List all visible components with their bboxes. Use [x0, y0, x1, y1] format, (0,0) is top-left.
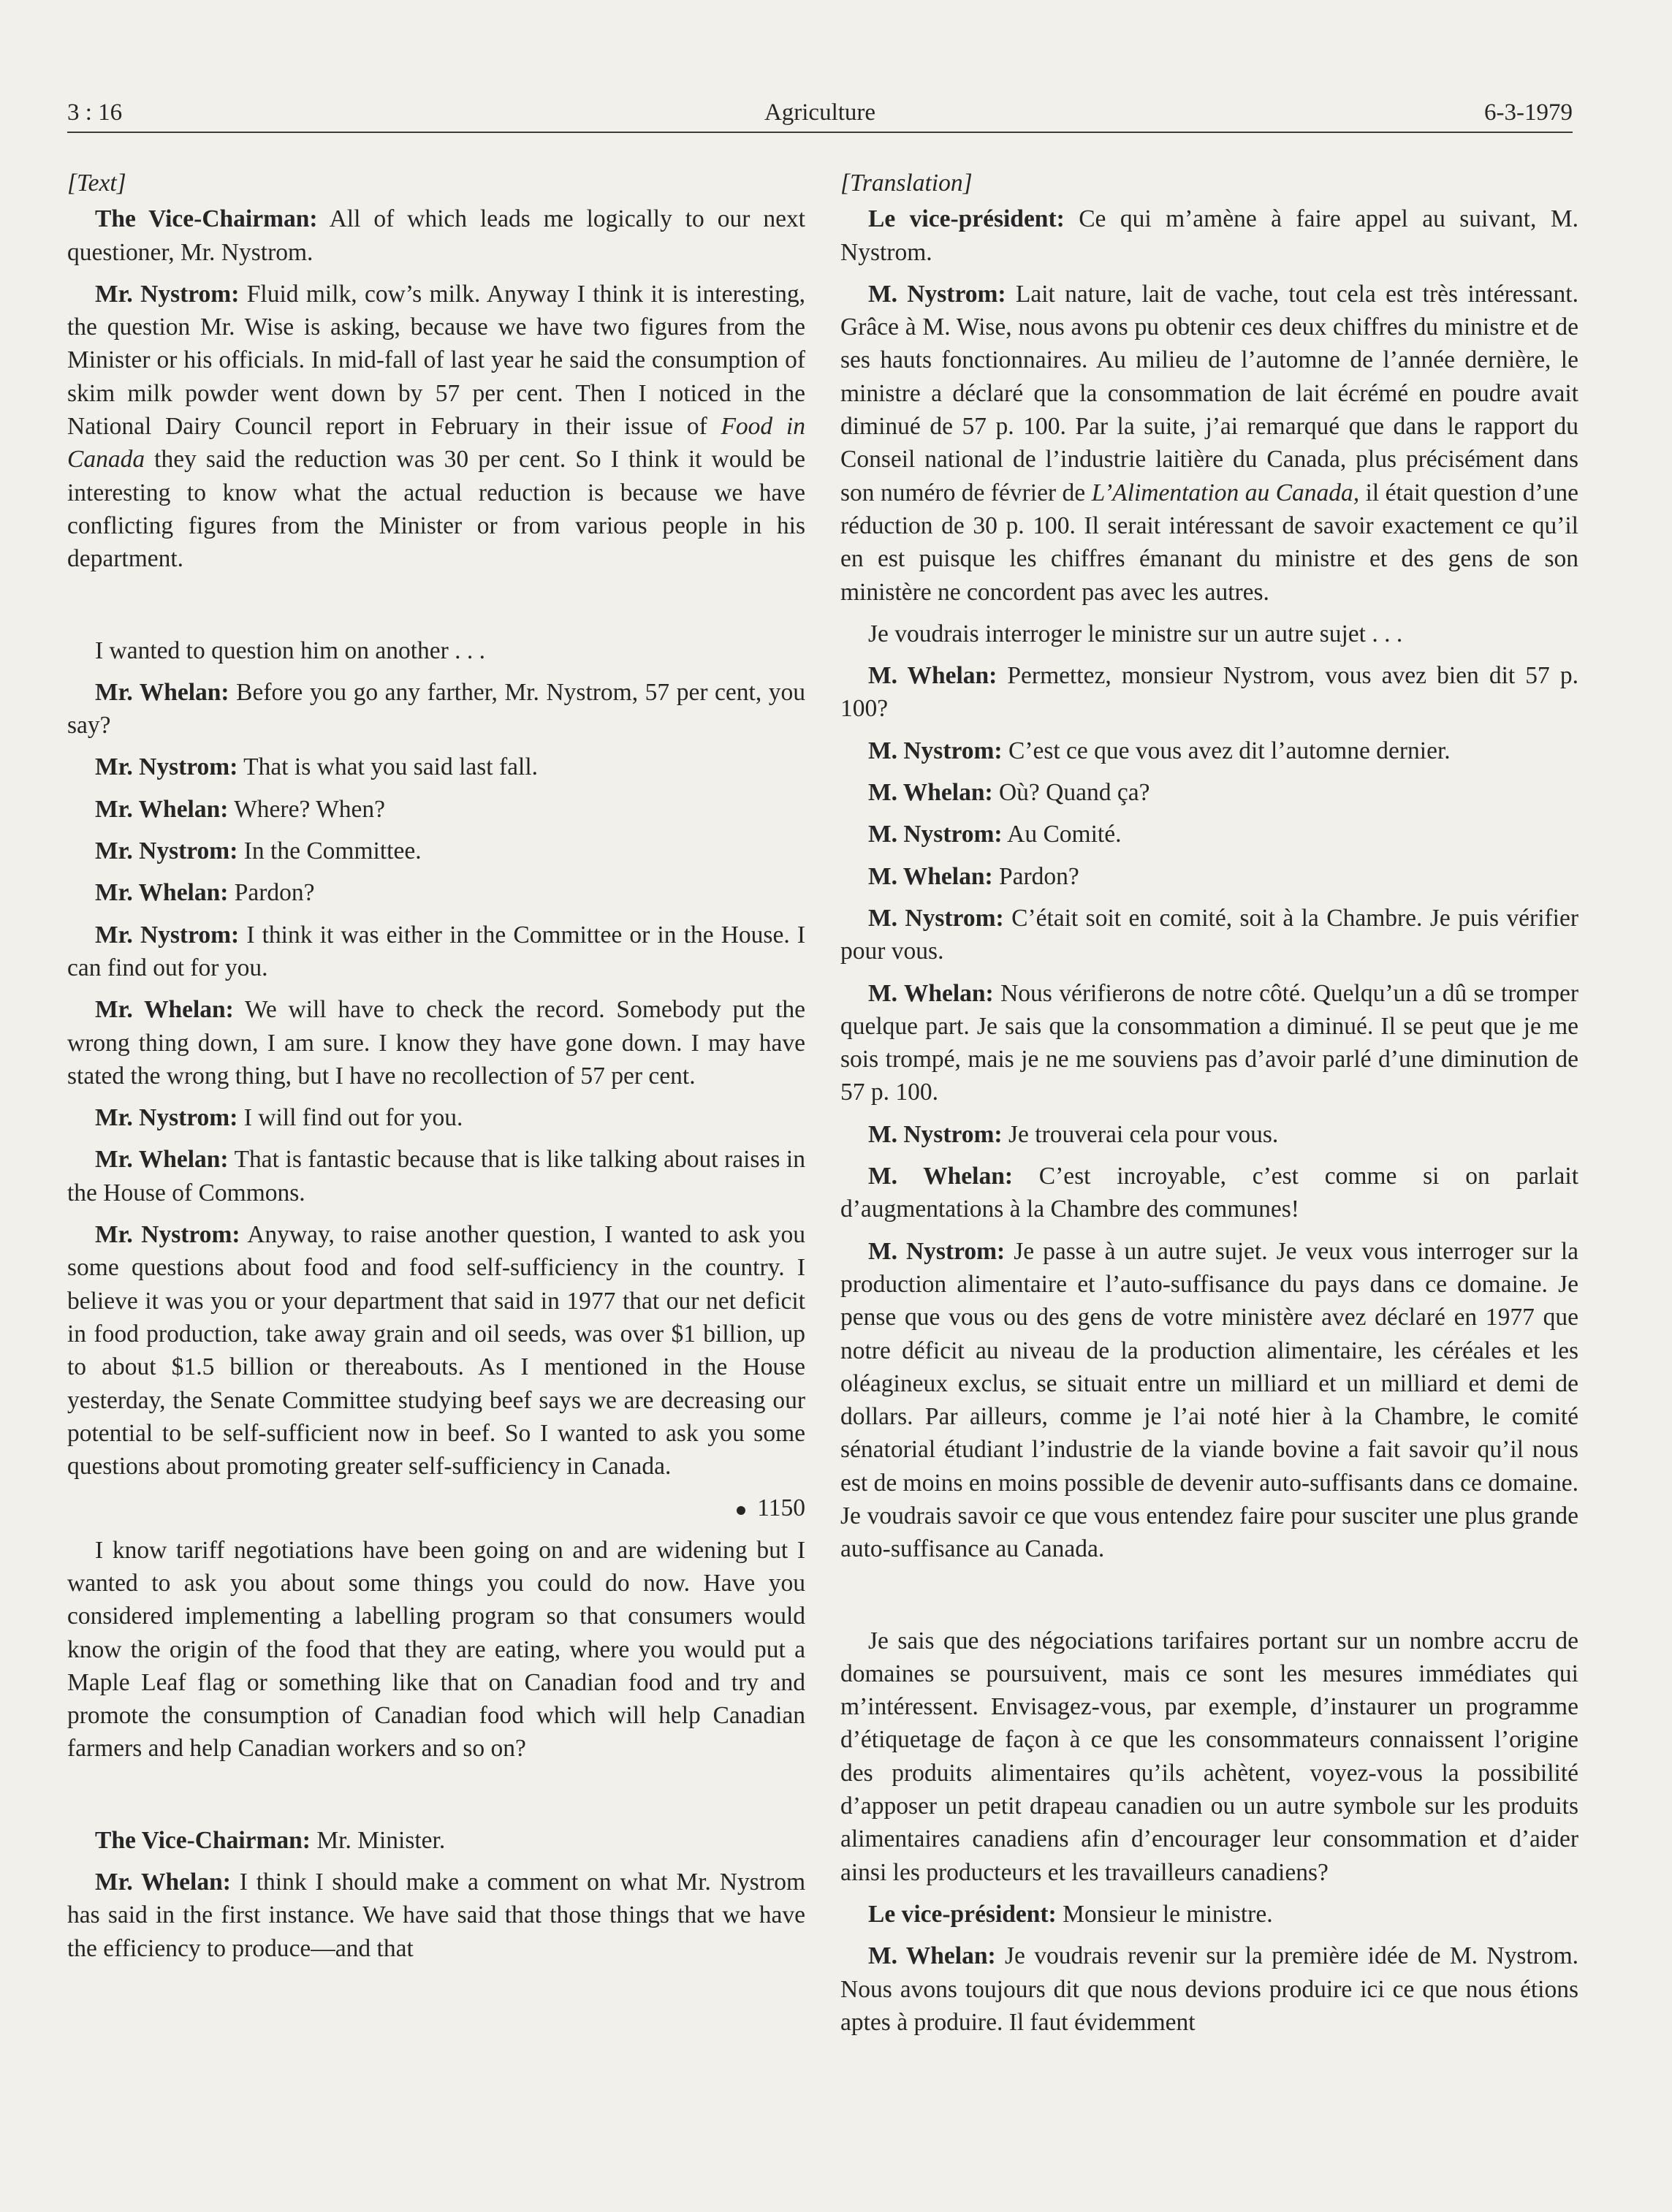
speaker-name: Le vice-président:	[868, 1900, 1057, 1928]
speech-text: they said the reduction was 30 per cent. So I think it would be interesting to know what the actual reduction is because we have conflicting figures from the Minister or from various people in his department.	[67, 446, 805, 573]
speech-text: Nous vérifierons de notre côté. Quelqu’un a dû se tromper quelque part. Je sais que la consommation a diminué. Il se peut que je me sois trompé, mais je ne me souviens pas d’avoir parlé d’une diminution de 57 p. 100.	[840, 979, 1579, 1106]
speech-text: All of which leads me logically to our next questioner, Mr. Nystrom.	[67, 205, 805, 266]
paragraph	[67, 919, 805, 985]
paragraph	[67, 676, 805, 742]
paragraph	[67, 1866, 805, 1965]
paragraph	[840, 977, 1578, 1109]
paragraph	[840, 818, 1578, 851]
time-marker-text: 1150	[757, 1494, 805, 1522]
speaker-name: M. Whelan:	[868, 862, 993, 890]
speech-text: Où? Quand ça?	[998, 779, 1150, 807]
time-marker	[67, 1491, 805, 1524]
speaker-name: Le vice-président:	[868, 205, 1065, 233]
speech-text: Je trouverai cela pour vous.	[1008, 1120, 1279, 1148]
speaker-name: M. Nystrom:	[868, 821, 1003, 848]
speech-text: Fluid milk, cow’s milk. Anyway I think it is interesting, the question Mr. Wise is asking, because we have two figures from the Minister or his officials. In mid-fall of last year he said the consumption of skim milk powder went down by 57 per cent. Then I noticed in the National Dairy Council report in February in their issue of	[67, 280, 806, 441]
speaker-name: M. Nystrom:	[868, 1120, 1003, 1148]
speech-text: Je voudrais revenir sur la première idée de M. Nystrom. Nous avons toujours dit que nous devions produire ici ce que nous étions aptes à produire. Il faut évidemment	[840, 1942, 1579, 2036]
paragraph	[840, 1898, 1578, 1931]
paragraph	[840, 659, 1578, 726]
paragraph: I wanted to question him on another . . .	[95, 636, 486, 664]
paragraph: Je voudrais interroger le ministre sur un autre sujet . . .	[868, 620, 1403, 647]
speaker-name: Mr. Nystrom:	[95, 1104, 238, 1132]
speech-text: We will have to check the record. Somebody put the wrong thing down, I am sure. I know they have gone down. I may have stated the wrong thing, but I have no recollection of 57 per cent.	[67, 996, 805, 1090]
speaker-name: Mr. Whelan:	[95, 795, 229, 823]
speech-text: Lait nature, lait de vache, tout cela est très intéressant. Grâce à M. Wise, nous avons pu obtenir ces deux chiffres du ministre et de ses hauts fonctionnaires. Au milieu de l’automne de l’année dernière, le ministre a déclaré que la consommation de lait écrémé en poudre avait diminué de 57 p. 100. Par la suite, j’ai remarqué que dans le rapport du Conseil national de l’industrie laitière du Canada, plus précisément dans son numéro de février de	[840, 280, 1578, 506]
paragraph	[67, 278, 805, 576]
speaker-name: Mr. Whelan:	[95, 879, 229, 907]
running-title: Agriculture	[764, 99, 876, 126]
column-english	[67, 167, 805, 1974]
paragraph	[840, 734, 1578, 767]
speaker-name: M. Nystrom:	[868, 737, 1003, 764]
speech-text: Before you go any farther, Mr. Nystrom, 57 per cent, you say?	[67, 678, 805, 740]
speech-text: C’était soit en comité, soit à la Chambre. Je puis vérifier pour vous.	[840, 904, 1579, 965]
speech-text: Where? When?	[234, 795, 385, 823]
paragraph	[67, 1143, 805, 1209]
paragraph	[840, 860, 1578, 893]
publication-title: Food in Canada	[67, 413, 805, 474]
paragraph: Je sais que des négociations tarifaires portant sur un nombre accru de domaines se poursuivent, mais ce sont les mesures immédiates qui m’intéressent. Envisagez-vous, par exemple, d’instaurer un programme d’étiquetage de façon à ce que les consommateurs connaissent l’origine des produits alimentaires qu’ils achètent, voyez-vous la possibilité d’apposer un petit drapeau canadien ou un autre symbole sur les produits alimentaires canadiens afin d’encourager leur consommation et d’aider ainsi les producteurs et les travailleurs canadiens?	[840, 1627, 1578, 1886]
paragraph: I know tariff negotiations have been going on and are widening but I wanted to ask you about some things you could do now. Have you considered implementing a labelling program so that consumers would know the origin of the food that they are eating, where you would put a Maple Leaf flag or something like that on Canadian food and try and promote the consumption of Canadian food which will help Canadian farmers and help Canadian workers and so on?	[67, 1536, 805, 1763]
speaker-name: Mr. Nystrom:	[95, 753, 238, 781]
speech-text: Mr. Minister.	[316, 1826, 446, 1854]
speech-text: Au Comité.	[1007, 821, 1122, 848]
speech-text: I think it was either in the Committee or in the House. I can find out for you.	[67, 921, 805, 981]
speaker-name: Mr. Whelan:	[95, 1146, 229, 1174]
paragraph	[840, 1160, 1578, 1226]
paragraph	[67, 750, 805, 783]
speech-text: Ce qui m’amène à faire appel au suivant, M. Nystrom.	[840, 205, 1578, 266]
speech-text: That is what you said last fall.	[243, 753, 539, 781]
paragraph	[840, 1939, 1578, 2039]
speech-text: il était question d’une réduction de 30 p. 100. Il serait intéressant de savoir exactement ce qu’il en est puisque les chiffres émanant du ministre et des gens de son ministère ne concordent pas avec les autres.	[840, 479, 1579, 606]
speech-text: That is fantastic because that is like talking about raises in the House of Commons.	[67, 1146, 805, 1206]
speaker-name: M. Whelan:	[868, 979, 994, 1007]
speaker-name: M. Whelan:	[868, 1942, 996, 1970]
speech-text: Monsieur le ministre.	[1063, 1900, 1273, 1928]
paragraph	[840, 1235, 1578, 1566]
column-french	[840, 167, 1578, 2048]
paragraph	[67, 876, 805, 909]
spacer	[840, 1575, 1578, 1624]
speaker-name: Mr. Whelan:	[95, 678, 229, 706]
speaker-name: Mr. Nystrom:	[95, 921, 240, 949]
speaker-name: M. Whelan:	[868, 779, 993, 807]
speech-text: I will find out for you.	[243, 1104, 463, 1132]
speech-text: I think I should make a comment on what Mr. Nystrom has said in the first instance. We have said that those things that we have the efficiency to produce—and that	[67, 1869, 806, 1962]
paragraph	[67, 202, 805, 269]
speaker-name: M. Nystrom:	[868, 904, 1004, 932]
speech-text: Je passe à un autre sujet. Je veux vous interroger sur la production alimentaire et l’auto-suffisance du pays dans ce domaine. Je pense que vous ou des gens de votre ministère avez déclaré en 1977 que notre déficit au niveau de la production alimentaire, les céréales et les oléagineux exclus, se situait entre un milliard et un milliard et demi de dollars. Par ailleurs, comme je l’ai noté hier à la Chambre, le comité sénatorial étudiant l’industrie de la viande bovine a fait savoir qu’il nous est de moins en moins possible de devenir auto-suffisants dans ce domaine. Je voudrais savoir ce que vous entendez faire pour susciter une plus grande auto-suffisance au Canada.	[840, 1237, 1579, 1563]
speaker-name: M. Whelan:	[868, 1163, 1013, 1190]
paragraph	[67, 793, 805, 826]
speaker-name: Mr. Nystrom:	[95, 1221, 240, 1249]
column-label: [Text]	[67, 170, 126, 197]
speech-text: C’est incroyable, c’est comme si on parlait d’augmentations à la Chambre des communes!	[840, 1163, 1579, 1223]
paragraph	[67, 835, 805, 867]
page-header	[67, 94, 1573, 133]
column-label: [Translation]	[840, 170, 973, 197]
paragraph	[840, 278, 1578, 609]
speech-text: Pardon?	[234, 879, 315, 907]
bullet-icon	[737, 1506, 745, 1515]
spacer	[67, 585, 805, 634]
speaker-name: M. Nystrom:	[868, 1237, 1006, 1265]
page-number: 3 : 16	[67, 99, 123, 126]
page-date: 6-3-1979	[1484, 99, 1573, 126]
speech-text: C’est ce que vous avez dit l’automne dernier.	[1008, 737, 1451, 764]
paragraph	[67, 1101, 805, 1134]
speaker-name: Mr. Nystrom:	[95, 837, 238, 865]
speaker-name: Mr. Whelan:	[95, 1869, 231, 1896]
speaker-name: Mr. Whelan:	[95, 996, 234, 1024]
speaker-name: The Vice-Chairman:	[95, 1826, 311, 1854]
publication-title: L’Alimentation au Canada,	[1091, 479, 1360, 506]
speech-text: Permettez, monsieur Nystrom, vous avez bien dit 57 p. 100?	[840, 662, 1579, 723]
speech-text: Anyway, to raise another question, I wanted to ask you some questions about food and food self-sufficiency in the country. I believe it was you or your department that said in 1977 that our net deficit in food production, take away grain and oil seeds, was over $1 billion, up to about $1.5 billion or thereabouts. As I mentioned in the House yesterday, the Senate Committee studying beef says we are decreasing our potential to be self-sufficient now in beef. So I wanted to ask you some questions about promoting greater self-sufficiency in Canada.	[67, 1221, 806, 1481]
spacer	[67, 1774, 805, 1824]
speech-text: In the Committee.	[243, 837, 422, 865]
speaker-name: The Vice-Chairman:	[95, 205, 318, 233]
paragraph	[840, 776, 1578, 809]
paragraph	[67, 993, 805, 1092]
speaker-name: M. Nystrom:	[868, 280, 1006, 308]
paragraph	[67, 1824, 805, 1857]
speaker-name: M. Whelan:	[868, 662, 997, 690]
speech-text: Pardon?	[998, 862, 1079, 890]
paragraph	[840, 202, 1578, 269]
speaker-name: Mr. Nystrom:	[95, 280, 240, 308]
paragraph	[840, 902, 1578, 968]
paragraph	[67, 1218, 805, 1483]
paragraph	[840, 1118, 1578, 1151]
